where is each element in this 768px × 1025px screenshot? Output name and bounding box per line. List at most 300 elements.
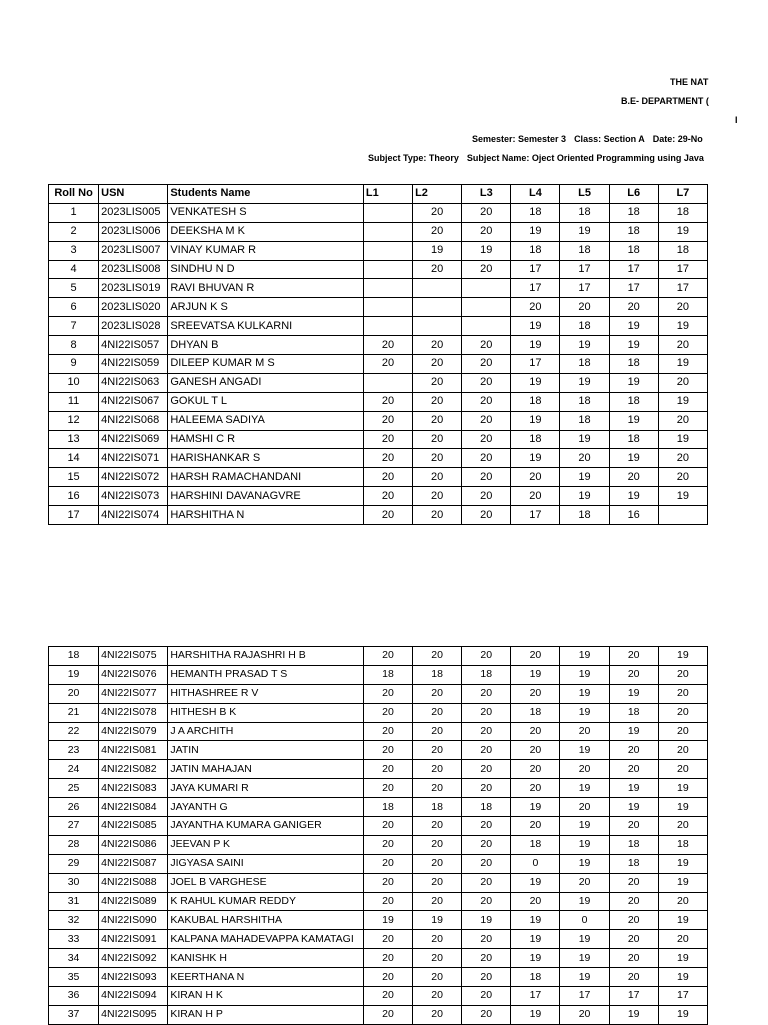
- table-row: [49, 911, 708, 930]
- roll-no-cell: 12: [49, 411, 99, 430]
- l1-cell: 20: [363, 817, 412, 836]
- roll-no-cell: 15: [49, 468, 99, 487]
- table-row: [49, 987, 708, 1006]
- l5-cell: 18: [560, 392, 609, 411]
- l4-cell: 18: [511, 241, 560, 260]
- usn-cell: 2023LIS028: [99, 317, 168, 336]
- l7-cell: 20: [658, 373, 707, 392]
- student-name-cell: KEERTHANA N: [168, 968, 364, 987]
- l6-cell: 19: [609, 1005, 658, 1024]
- l1-cell: 20: [363, 854, 412, 873]
- usn-cell: 4NI22IS084: [99, 798, 168, 817]
- usn-cell: 4NI22IS090: [99, 911, 168, 930]
- l7-cell: 20: [658, 703, 707, 722]
- roll-no-cell: 13: [49, 430, 99, 449]
- l5-cell: 17: [560, 279, 609, 298]
- l4-cell: 19: [511, 317, 560, 336]
- l2-cell: 20: [413, 222, 462, 241]
- l6-cell: 20: [609, 968, 658, 987]
- l1-cell: 20: [363, 487, 412, 506]
- l5-cell: 19: [560, 684, 609, 703]
- l4-cell: 18: [511, 703, 560, 722]
- student-name-cell: SINDHU N D: [168, 260, 364, 279]
- l4-cell: 19: [511, 1005, 560, 1024]
- column-header-l4: L4: [511, 185, 560, 204]
- l4-cell: 19: [511, 949, 560, 968]
- l1-cell: 20: [363, 703, 412, 722]
- usn-cell: 4NI22IS069: [99, 430, 168, 449]
- table-row: [49, 817, 708, 836]
- table-row: [49, 968, 708, 987]
- usn-cell: 4NI22IS078: [99, 703, 168, 722]
- l5-cell: 19: [560, 930, 609, 949]
- l1-cell: 20: [363, 892, 412, 911]
- l3-cell: [462, 279, 511, 298]
- l3-cell: 20: [462, 355, 511, 374]
- l3-cell: [462, 298, 511, 317]
- usn-cell: 4NI22IS063: [99, 373, 168, 392]
- l5-cell: 20: [560, 760, 609, 779]
- usn-cell: 4NI22IS075: [99, 647, 168, 666]
- l4-cell: 17: [511, 355, 560, 374]
- l4-cell: 17: [511, 260, 560, 279]
- student-name-cell: DHYAN B: [168, 336, 364, 355]
- student-name-cell: KALPANA MAHADEVAPPA KAMATAGI: [168, 930, 364, 949]
- l4-cell: 19: [511, 222, 560, 241]
- usn-cell: 4NI22IS071: [99, 449, 168, 468]
- l7-cell: 20: [658, 411, 707, 430]
- l1-cell: 19: [363, 911, 412, 930]
- l3-cell: 20: [462, 949, 511, 968]
- semester-label: Semester: Semester 3: [472, 134, 567, 144]
- table-row: [49, 279, 708, 298]
- l2-cell: 20: [413, 430, 462, 449]
- student-name-cell: HALEEMA SADIYA: [168, 411, 364, 430]
- roll-no-cell: 14: [49, 449, 99, 468]
- l6-cell: 20: [609, 665, 658, 684]
- l7-cell: [658, 506, 707, 525]
- l6-cell: 20: [609, 741, 658, 760]
- l6-cell: 19: [609, 487, 658, 506]
- l3-cell: 20: [462, 449, 511, 468]
- table-row: [49, 760, 708, 779]
- l4-cell: 18: [511, 968, 560, 987]
- student-name-cell: JOEL B VARGHESE: [168, 873, 364, 892]
- l3-cell: 20: [462, 647, 511, 666]
- l3-cell: 18: [462, 798, 511, 817]
- student-name-cell: HEMANTH PRASAD T S: [168, 665, 364, 684]
- column-header-l6: L6: [609, 185, 658, 204]
- table-row: [49, 798, 708, 817]
- l5-cell: 0: [560, 911, 609, 930]
- l1-cell: 20: [363, 968, 412, 987]
- usn-cell: 4NI22IS083: [99, 779, 168, 798]
- roll-no-cell: 16: [49, 487, 99, 506]
- roll-no-cell: 9: [49, 355, 99, 374]
- l4-cell: 18: [511, 392, 560, 411]
- l3-cell: 20: [462, 873, 511, 892]
- l1-cell: 20: [363, 468, 412, 487]
- l5-cell: 20: [560, 722, 609, 741]
- roll-no-cell: 4: [49, 260, 99, 279]
- usn-cell: 4NI22IS091: [99, 930, 168, 949]
- l2-cell: 20: [413, 835, 462, 854]
- l5-cell: 19: [560, 703, 609, 722]
- roll-no-cell: 27: [49, 817, 99, 836]
- l5-cell: 18: [560, 317, 609, 336]
- roll-no-cell: 17: [49, 506, 99, 525]
- student-name-cell: JAYA KUMARI R: [168, 779, 364, 798]
- table-row: [49, 506, 708, 525]
- l6-cell: 20: [609, 298, 658, 317]
- l7-cell: 19: [658, 1005, 707, 1024]
- l7-cell: 19: [658, 911, 707, 930]
- l4-cell: 19: [511, 798, 560, 817]
- student-name-cell: HITHASHREE R V: [168, 684, 364, 703]
- roll-no-cell: 8: [49, 336, 99, 355]
- student-name-cell: JAYANTH G: [168, 798, 364, 817]
- l3-cell: 20: [462, 373, 511, 392]
- roll-no-cell: 34: [49, 949, 99, 968]
- roll-no-cell: 29: [49, 854, 99, 873]
- usn-cell: 4NI22IS093: [99, 968, 168, 987]
- l5-cell: 19: [560, 336, 609, 355]
- l1-cell: [363, 222, 412, 241]
- l2-cell: 18: [413, 798, 462, 817]
- l3-cell: 20: [462, 722, 511, 741]
- l1-cell: [363, 241, 412, 260]
- l7-cell: 20: [658, 741, 707, 760]
- l6-cell: 19: [609, 722, 658, 741]
- l5-cell: 19: [560, 373, 609, 392]
- student-name-cell: DEEKSHA M K: [168, 222, 364, 241]
- l5-cell: 20: [560, 873, 609, 892]
- usn-cell: 4NI22IS087: [99, 854, 168, 873]
- usn-cell: 4NI22IS086: [99, 835, 168, 854]
- table-row: [49, 1005, 708, 1024]
- l7-cell: 20: [658, 722, 707, 741]
- l2-cell: 20: [413, 684, 462, 703]
- l7-cell: 19: [658, 798, 707, 817]
- roll-no-cell: 7: [49, 317, 99, 336]
- l6-cell: 20: [609, 817, 658, 836]
- column-header-students-name: Students Name: [168, 185, 364, 204]
- subject-name-label: Subject Name: Oject Oriented Programming using Java: [466, 153, 704, 163]
- student-name-cell: J A ARCHITH: [168, 722, 364, 741]
- student-name-cell: HARSHITHA N: [168, 506, 364, 525]
- l2-cell: 20: [413, 411, 462, 430]
- l5-cell: 17: [560, 260, 609, 279]
- usn-cell: 4NI22IS077: [99, 684, 168, 703]
- l7-cell: 19: [658, 949, 707, 968]
- student-name-cell: KANISHK H: [168, 949, 364, 968]
- l7-cell: 19: [658, 430, 707, 449]
- l5-cell: 19: [560, 468, 609, 487]
- l1-cell: 20: [363, 647, 412, 666]
- l1-cell: 20: [363, 1005, 412, 1024]
- l3-cell: 20: [462, 684, 511, 703]
- l2-cell: 20: [413, 487, 462, 506]
- marks-table-page1: [48, 184, 708, 525]
- l4-cell: 20: [511, 817, 560, 836]
- student-name-cell: KIRAN H P: [168, 1005, 364, 1024]
- l3-cell: 20: [462, 430, 511, 449]
- l6-cell: 19: [609, 779, 658, 798]
- l1-cell: [363, 203, 412, 222]
- l5-cell: 19: [560, 665, 609, 684]
- semester-info: [472, 134, 711, 144]
- table-row: [49, 722, 708, 741]
- l2-cell: 20: [413, 968, 462, 987]
- l6-cell: 20: [609, 911, 658, 930]
- l6-cell: 19: [609, 449, 658, 468]
- roll-no-cell: 26: [49, 798, 99, 817]
- usn-cell: 4NI22IS068: [99, 411, 168, 430]
- date-label: Date: 29-No: [652, 134, 703, 144]
- l7-cell: 20: [658, 298, 707, 317]
- l1-cell: 20: [363, 684, 412, 703]
- l6-cell: 19: [609, 373, 658, 392]
- usn-cell: 4NI22IS095: [99, 1005, 168, 1024]
- l3-cell: 20: [462, 817, 511, 836]
- student-name-cell: JATIN MAHAJAN: [168, 760, 364, 779]
- table-row: [49, 647, 708, 666]
- l2-cell: 20: [413, 506, 462, 525]
- l4-cell: 20: [511, 647, 560, 666]
- table-row: [49, 835, 708, 854]
- usn-cell: 4NI22IS094: [99, 987, 168, 1006]
- table-row: [49, 411, 708, 430]
- l1-cell: 20: [363, 835, 412, 854]
- l6-cell: 19: [609, 798, 658, 817]
- l2-cell: 20: [413, 647, 462, 666]
- usn-cell: 2023LIS008: [99, 260, 168, 279]
- l4-cell: 20: [511, 892, 560, 911]
- l4-cell: 17: [511, 987, 560, 1006]
- l7-cell: 19: [658, 873, 707, 892]
- institution-name: THE NAT: [670, 77, 709, 87]
- l7-cell: 20: [658, 892, 707, 911]
- l5-cell: 19: [560, 968, 609, 987]
- roll-no-cell: 18: [49, 647, 99, 666]
- l5-cell: 18: [560, 241, 609, 260]
- l3-cell: 20: [462, 260, 511, 279]
- usn-cell: 4NI22IS088: [99, 873, 168, 892]
- l3-cell: 20: [462, 203, 511, 222]
- l1-cell: 18: [363, 798, 412, 817]
- l6-cell: 18: [609, 355, 658, 374]
- roll-no-cell: 35: [49, 968, 99, 987]
- l2-cell: [413, 317, 462, 336]
- roll-no-cell: 28: [49, 835, 99, 854]
- l7-cell: 20: [658, 665, 707, 684]
- usn-cell: 4NI22IS059: [99, 355, 168, 374]
- l2-cell: 20: [413, 392, 462, 411]
- usn-cell: 4NI22IS081: [99, 741, 168, 760]
- l2-cell: 19: [413, 241, 462, 260]
- l2-cell: 20: [413, 817, 462, 836]
- table-row: [49, 779, 708, 798]
- l1-cell: 20: [363, 760, 412, 779]
- l3-cell: 18: [462, 665, 511, 684]
- l4-cell: 18: [511, 430, 560, 449]
- student-name-cell: KAKUBAL HARSHITHA: [168, 911, 364, 930]
- roll-no-cell: 11: [49, 392, 99, 411]
- l2-cell: 20: [413, 873, 462, 892]
- l4-cell: 20: [511, 487, 560, 506]
- student-name-cell: HARSHINI DAVANAGVRE: [168, 487, 364, 506]
- l6-cell: 20: [609, 873, 658, 892]
- l3-cell: 20: [462, 222, 511, 241]
- usn-cell: 4NI22IS092: [99, 949, 168, 968]
- l7-cell: 19: [658, 392, 707, 411]
- l6-cell: 20: [609, 930, 658, 949]
- l2-cell: 20: [413, 336, 462, 355]
- l6-cell: 20: [609, 949, 658, 968]
- table-row: [49, 449, 708, 468]
- l7-cell: 20: [658, 336, 707, 355]
- student-name-cell: VENKATESH S: [168, 203, 364, 222]
- l3-cell: 20: [462, 1005, 511, 1024]
- l5-cell: 20: [560, 1005, 609, 1024]
- table-row: [49, 203, 708, 222]
- l3-cell: 20: [462, 411, 511, 430]
- l1-cell: 20: [363, 449, 412, 468]
- column-header-l1: L1: [363, 185, 412, 204]
- l3-cell: 20: [462, 336, 511, 355]
- student-name-cell: DILEEP KUMAR M S: [168, 355, 364, 374]
- roll-no-cell: 20: [49, 684, 99, 703]
- student-name-cell: GANESH ANGADI: [168, 373, 364, 392]
- l1-cell: 20: [363, 392, 412, 411]
- l6-cell: 18: [609, 854, 658, 873]
- l2-cell: 18: [413, 665, 462, 684]
- roll-no-cell: 25: [49, 779, 99, 798]
- l5-cell: 19: [560, 779, 609, 798]
- usn-cell: 4NI22IS073: [99, 487, 168, 506]
- l3-cell: 20: [462, 892, 511, 911]
- l6-cell: 19: [609, 684, 658, 703]
- usn-cell: 2023LIS019: [99, 279, 168, 298]
- student-name-cell: JAYANTHA KUMARA GANIGER: [168, 817, 364, 836]
- table-row: [49, 703, 708, 722]
- l3-cell: [462, 317, 511, 336]
- l7-cell: 18: [658, 241, 707, 260]
- student-name-cell: HARISHANKAR S: [168, 449, 364, 468]
- l2-cell: 20: [413, 722, 462, 741]
- l6-cell: 17: [609, 260, 658, 279]
- l6-cell: 18: [609, 835, 658, 854]
- table-row: [49, 336, 708, 355]
- l3-cell: 20: [462, 968, 511, 987]
- l6-cell: 20: [609, 647, 658, 666]
- l2-cell: 20: [413, 373, 462, 392]
- l2-cell: 20: [413, 203, 462, 222]
- l5-cell: 19: [560, 817, 609, 836]
- roll-no-cell: 6: [49, 298, 99, 317]
- l7-cell: 20: [658, 449, 707, 468]
- l7-cell: 19: [658, 355, 707, 374]
- l7-cell: 17: [658, 987, 707, 1006]
- l6-cell: 17: [609, 987, 658, 1006]
- usn-cell: 4NI22IS057: [99, 336, 168, 355]
- l2-cell: 20: [413, 987, 462, 1006]
- usn-cell: 2023LIS007: [99, 241, 168, 260]
- table-row: [49, 665, 708, 684]
- l3-cell: 20: [462, 741, 511, 760]
- student-name-cell: JIGYASA SAINI: [168, 854, 364, 873]
- l4-cell: 19: [511, 373, 560, 392]
- l1-cell: 20: [363, 779, 412, 798]
- usn-cell: 4NI22IS085: [99, 817, 168, 836]
- student-name-cell: HARSHITHA RAJASHRI H B: [168, 647, 364, 666]
- table-row: [49, 487, 708, 506]
- table-row: [49, 298, 708, 317]
- l5-cell: 19: [560, 647, 609, 666]
- l7-cell: 19: [658, 968, 707, 987]
- roll-no-cell: 33: [49, 930, 99, 949]
- roll-no-cell: 3: [49, 241, 99, 260]
- l7-cell: 20: [658, 468, 707, 487]
- student-name-cell: JATIN: [168, 741, 364, 760]
- l1-cell: 20: [363, 430, 412, 449]
- l2-cell: 20: [413, 854, 462, 873]
- l2-cell: 20: [413, 741, 462, 760]
- l5-cell: 19: [560, 430, 609, 449]
- table-row: [49, 430, 708, 449]
- l4-cell: 20: [511, 779, 560, 798]
- roll-no-cell: 32: [49, 911, 99, 930]
- l6-cell: 18: [609, 392, 658, 411]
- column-header-l2: L2: [413, 185, 462, 204]
- l3-cell: 20: [462, 487, 511, 506]
- l4-cell: 19: [511, 873, 560, 892]
- column-header-usn: USN: [99, 185, 168, 204]
- roll-no-cell: 22: [49, 722, 99, 741]
- l2-cell: 20: [413, 779, 462, 798]
- l5-cell: 18: [560, 506, 609, 525]
- table-row: [49, 222, 708, 241]
- usn-cell: 2023LIS006: [99, 222, 168, 241]
- l7-cell: 19: [658, 854, 707, 873]
- subject-info: [368, 153, 712, 163]
- l7-cell: 19: [658, 647, 707, 666]
- table-row: [49, 260, 708, 279]
- student-name-cell: HAMSHI C R: [168, 430, 364, 449]
- student-name-cell: HARSH RAMACHANDANI: [168, 468, 364, 487]
- l3-cell: 20: [462, 506, 511, 525]
- l3-cell: 20: [462, 987, 511, 1006]
- student-name-cell: HITHESH B K: [168, 703, 364, 722]
- student-name-cell: VINAY KUMAR R: [168, 241, 364, 260]
- table-row: [49, 317, 708, 336]
- student-name-cell: GOKUL T L: [168, 392, 364, 411]
- l4-cell: 0: [511, 854, 560, 873]
- table-row: [49, 241, 708, 260]
- l7-cell: 17: [658, 260, 707, 279]
- l4-cell: 19: [511, 665, 560, 684]
- roll-no-cell: 2: [49, 222, 99, 241]
- header-line3: I: [735, 115, 738, 125]
- department-name: B.E- DEPARTMENT (: [621, 96, 709, 106]
- roll-no-cell: 36: [49, 987, 99, 1006]
- roll-no-cell: 37: [49, 1005, 99, 1024]
- l5-cell: 20: [560, 798, 609, 817]
- usn-cell: 2023LIS005: [99, 203, 168, 222]
- l3-cell: 19: [462, 241, 511, 260]
- l3-cell: 19: [462, 911, 511, 930]
- usn-cell: 4NI22IS076: [99, 665, 168, 684]
